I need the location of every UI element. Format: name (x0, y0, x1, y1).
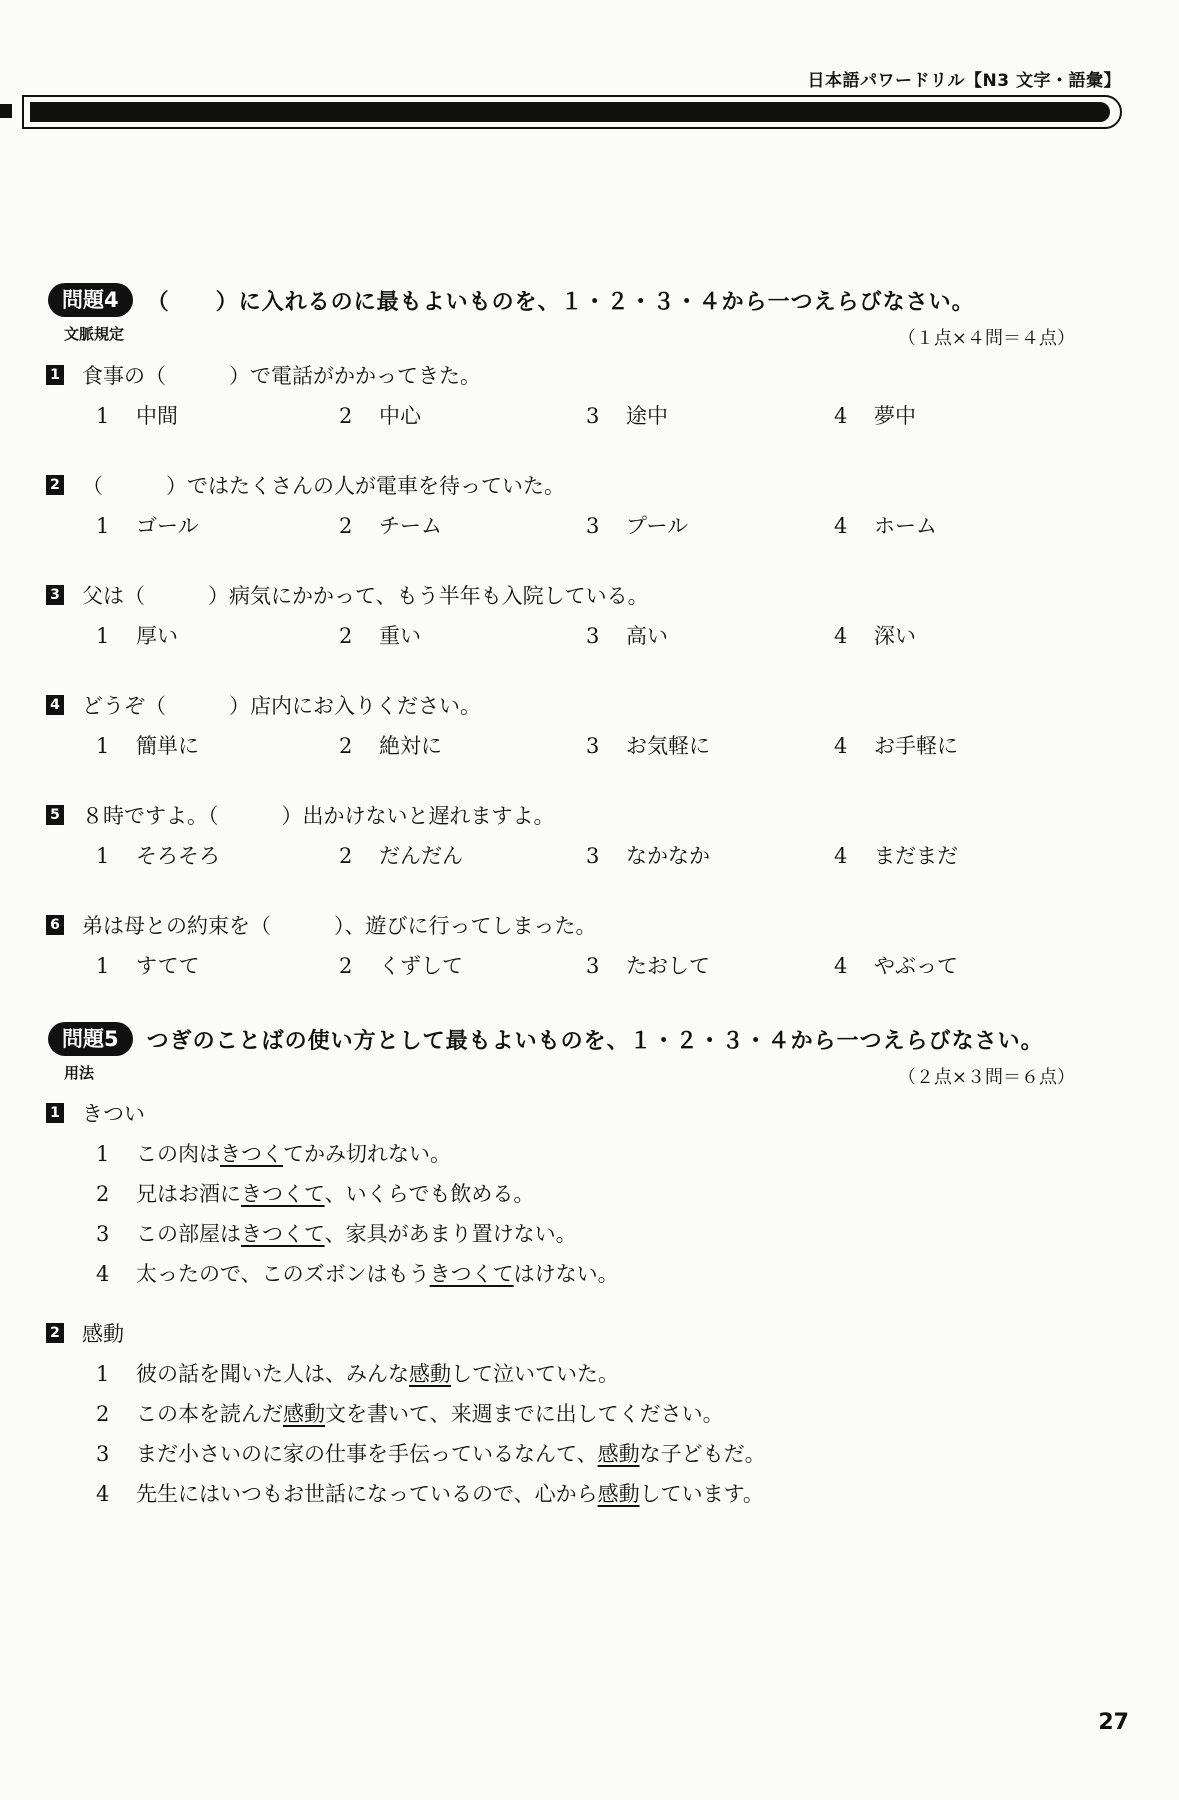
option-4[interactable]: 4 ホーム (834, 514, 937, 538)
underlined-word: きつくて (241, 1182, 325, 1206)
section4-score: （１点×４問＝４点） (897, 328, 1075, 349)
question-text: ８時ですよ。（ ）出かけないと遅れますよ。 (82, 804, 555, 828)
option-4[interactable]: 4 まだまだ (834, 844, 958, 868)
question-text: 弟は母との約束を（ ）、遊びに行ってしまった。 (82, 914, 597, 938)
s4-question-3 (46, 580, 1086, 654)
question-number: 4 (46, 695, 64, 715)
question-number: 1 (46, 1103, 64, 1123)
underlined-word: 感動 (283, 1402, 325, 1426)
underlined-word: きつく (220, 1142, 283, 1166)
option-2[interactable]: 2 くずして (339, 954, 463, 978)
question-number: 3 (46, 585, 64, 605)
option-3[interactable]: 3 高い (586, 624, 668, 648)
option-1[interactable]: 1 厚い (96, 624, 178, 648)
option-1[interactable]: 1 彼の話を聞いた人は、みんな感動して泣いていた。 (96, 1362, 619, 1386)
option-2[interactable]: 2 この本を読んだ感動文を書いて、来週までに出してください。 (96, 1402, 724, 1426)
question-text: 父は（ ）病気にかかって、もう半年も入院している。 (82, 584, 649, 608)
underlined-word: 感動 (409, 1362, 451, 1386)
s4-question-6 (46, 910, 1086, 984)
option-2[interactable]: 2 だんだん (339, 844, 463, 868)
page-number: 27 (1098, 1710, 1129, 1735)
option-2[interactable]: 2 兄はお酒にきつくて、いくらでも飲める。 (96, 1182, 535, 1206)
option-3[interactable]: 3 プール (586, 514, 688, 538)
option-1[interactable]: 1 中間 (96, 404, 178, 428)
option-1[interactable]: 1 この肉はきつくてかみ切れない。 (96, 1142, 451, 1166)
underlined-word: きつくて (429, 1262, 514, 1286)
question-number: 2 (46, 475, 64, 495)
option-4[interactable]: 4 太ったので、このズボンはもうきつくてはけない。 (96, 1262, 619, 1286)
section5-badge: 問題5 (48, 1022, 133, 1056)
s4-question-5 (46, 800, 1086, 874)
corner-mark (0, 104, 12, 118)
section5-instruction: つぎのことばの使い方として最もよいものを、１・２・３・４から一つえらびなさい。 (146, 1028, 1044, 1054)
question-number: 2 (46, 1323, 64, 1343)
s5-question-2 (46, 1318, 1086, 1508)
option-2[interactable]: 2 重い (339, 624, 421, 648)
s5-question-1 (46, 1098, 1086, 1288)
section4-instruction: （ ）に入れるのに最もよいものを、１・２・３・４から一つえらびなさい。 (146, 289, 975, 315)
underlined-word: 感動 (597, 1442, 640, 1466)
option-3[interactable]: 3 たおして (586, 954, 710, 978)
option-3[interactable]: 3 お気軽に (586, 734, 710, 758)
s4-question-1 (46, 360, 1086, 434)
option-3[interactable]: 3 途中 (586, 404, 668, 428)
header-bar (22, 95, 1122, 129)
option-4[interactable]: 4 夢中 (834, 404, 916, 428)
underlined-word: きつくて (241, 1222, 325, 1246)
question-text: 食事の（ ）で電話がかかってきた。 (82, 364, 481, 388)
option-4[interactable]: 4 先生にはいつもお世話になっているので、心から感動しています。 (96, 1482, 764, 1506)
header-title: 日本語パワードリル【N3 文字・語彙】 (807, 71, 1121, 91)
option-4[interactable]: 4 お手軽に (834, 734, 958, 758)
option-1[interactable]: 1 簡単に (96, 734, 199, 758)
option-2[interactable]: 2 チーム (339, 514, 442, 538)
option-1[interactable]: 1 ゴール (96, 514, 199, 538)
option-3[interactable]: 3 まだ小さいのに家の仕事を手伝っているなんて、感動な子どもだ。 (96, 1442, 766, 1466)
option-3[interactable]: 3 なかなか (586, 844, 710, 868)
option-3[interactable]: 3 この部屋はきつくて、家具があまり置けない。 (96, 1222, 577, 1246)
option-1[interactable]: 1 すてて (96, 954, 200, 978)
s4-question-4 (46, 690, 1086, 764)
question-text: どうぞ（ ）店内にお入りください。 (82, 694, 481, 718)
underlined-word: 感動 (597, 1482, 640, 1506)
question-word: きつい (82, 1102, 145, 1126)
section5-score: （２点×３問＝６点） (897, 1067, 1075, 1088)
question-number: 6 (46, 915, 64, 935)
section5-heading (48, 1022, 1044, 1056)
question-number: 5 (46, 805, 64, 825)
question-text: （ ）ではたくさんの人が電車を待っていた。 (82, 474, 565, 498)
option-4[interactable]: 4 やぶって (834, 954, 958, 978)
section4-badge: 問題4 (48, 283, 133, 317)
option-2[interactable]: 2 中心 (339, 404, 421, 428)
section5-sublabel: 用法 (64, 1064, 95, 1082)
section4-sublabel: 文脈規定 (64, 325, 125, 343)
section4-heading (48, 283, 975, 317)
option-1[interactable]: 1 そろそろ (96, 844, 220, 868)
question-number: 1 (46, 365, 64, 385)
option-4[interactable]: 4 深い (834, 624, 916, 648)
s4-question-2 (46, 470, 1086, 544)
question-word: 感動 (82, 1322, 124, 1346)
option-2[interactable]: 2 絶対に (339, 734, 442, 758)
